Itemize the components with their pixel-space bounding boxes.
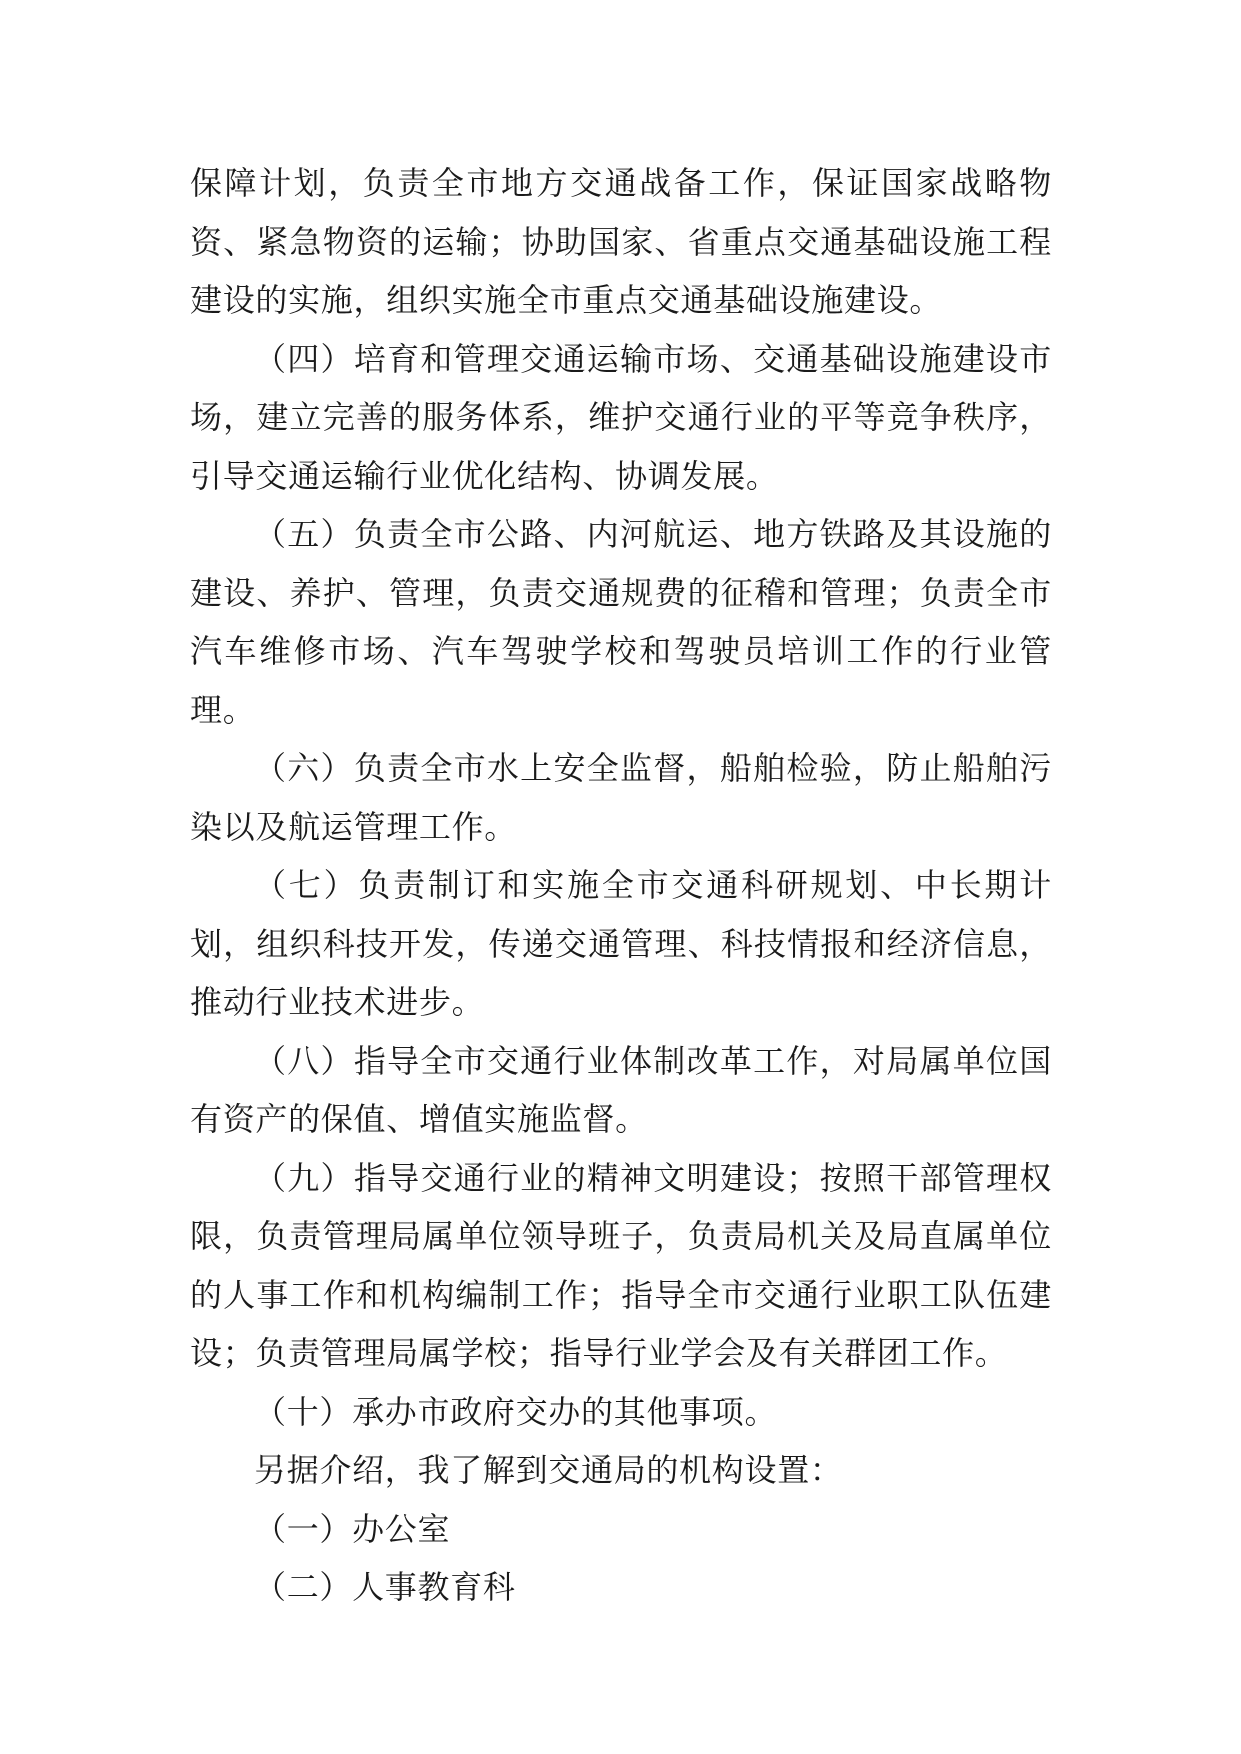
paragraph-8: （十）承办市政府交办的其他事项。 xyxy=(254,1392,778,1431)
paragraph-5: （七）负责制订和实施全市交通科研规划、中长期计划，组织科技开发，传递交通管理、科技情报和经济信息，推动行业技术进步。 xyxy=(190,866,1052,1021)
paragraph-9: 另据介绍，我了解到交通局的机构设置： xyxy=(254,1451,843,1489)
list-item-hr-education: （二）人事教育科 xyxy=(254,1568,516,1606)
paragraph-1: 保障计划，负责全市地方交通战备工作，保证国家战略物资、紧急物资的运输；协助国家、省重点交通基础设施工程建设的实施，组织实施全市重点交通基础设施建设。 xyxy=(190,164,1052,319)
paragraph-6: （八）指导全市交通行业体制改革工作，对局属单位国有资产的保值、增值实施监督。 xyxy=(190,1041,1052,1138)
paragraph-3: （五）负责全市公路、内河航运、地方铁路及其设施的建设、养护、管理，负责交通规费的征稽和管理；负责全市汽车维修市场、汽车驾驶学校和驾驶员培训工作的行业管理。 xyxy=(190,515,1052,729)
list-item-office: （一）办公室 xyxy=(254,1509,451,1548)
document-body xyxy=(190,154,1052,1617)
paragraph-4: （六）负责全市水上安全监督，船舶检验，防止船舶污染以及航运管理工作。 xyxy=(190,749,1052,846)
paragraph-2: （四）培育和管理交通运输市场、交通基础设施建设市场，建立完善的服务体系，维护交通行业的平等竞争秩序，引导交通运输行业优化结构、协调发展。 xyxy=(190,339,1052,495)
paragraph-7: （九）指导交通行业的精神文明建设；按照干部管理权限，负责管理局属单位领导班子，负责局机关及局直属单位的人事工作和机构编制工作；指导全市交通行业职工队伍建设；负责管理局属学校；指导行业学会及有关群团工作。 xyxy=(190,1158,1052,1372)
